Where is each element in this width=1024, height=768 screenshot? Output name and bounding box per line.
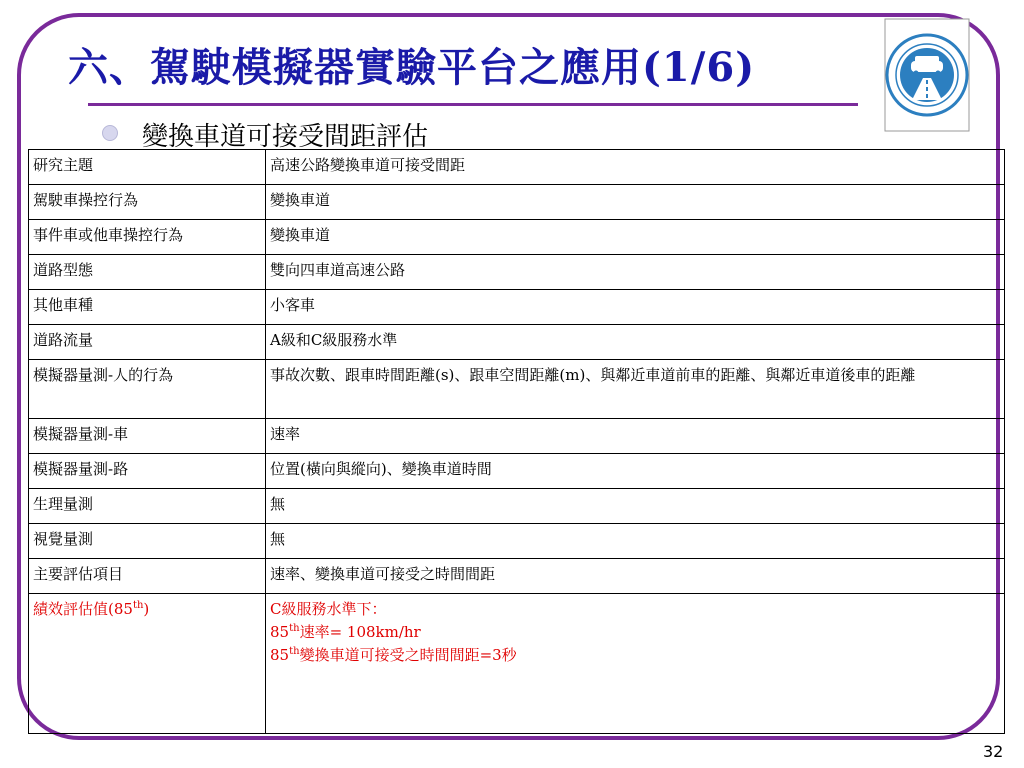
row-label: 事件車或他車操控行為 — [29, 220, 266, 255]
performance-label-sup: th — [132, 600, 144, 611]
row-value: 速率、變換車道可接受之時間間距 — [266, 559, 1005, 594]
row-label: 道路型態 — [29, 255, 266, 290]
table-row — [29, 454, 1005, 489]
table-row — [29, 360, 1005, 419]
row-value: 變換車道 — [266, 220, 1005, 255]
experiment-table — [28, 149, 1005, 734]
page-number: 32 — [983, 742, 1004, 761]
performance-value — [266, 594, 1005, 734]
performance-line-2 — [270, 621, 1000, 644]
performance-line-2-rest: 速率= 108km/hr — [299, 623, 421, 641]
table-row — [29, 325, 1005, 360]
table-row — [29, 185, 1005, 220]
row-value: A級和C級服務水準 — [266, 325, 1005, 360]
row-label: 模擬器量測-人的行為 — [29, 360, 266, 419]
performance-line-2-sup: th — [289, 623, 300, 634]
row-value: 無 — [266, 524, 1005, 559]
table-row — [29, 419, 1005, 454]
row-label: 模擬器量測-車 — [29, 419, 266, 454]
row-label: 模擬器量測-路 — [29, 454, 266, 489]
row-value: 高速公路變換車道可接受間距 — [266, 150, 1005, 185]
bullet-dot — [102, 125, 118, 141]
performance-label-suffix: ) — [143, 600, 150, 618]
slide-title: 六、駕駛模擬器實驗平台之應用(1/6) — [68, 44, 756, 91]
row-value: 雙向四車道高速公路 — [266, 255, 1005, 290]
row-label: 道路流量 — [29, 325, 266, 360]
performance-line-2-prefix: 85 — [270, 623, 290, 641]
table-row — [29, 150, 1005, 185]
row-label: 視覺量測 — [29, 524, 266, 559]
row-label: 主要評估項目 — [29, 559, 266, 594]
row-value: 無 — [266, 489, 1005, 524]
performance-line-3 — [270, 644, 1000, 667]
row-label: 生理量測 — [29, 489, 266, 524]
performance-line-3-sup: th — [289, 646, 300, 657]
row-value: 速率 — [266, 419, 1005, 454]
performance-row — [29, 594, 1005, 734]
traffic-center-logo-icon — [884, 18, 970, 132]
performance-label-prefix: 績效評估值(85 — [33, 600, 133, 618]
row-value: 小客車 — [266, 290, 1005, 325]
row-label: 其他車種 — [29, 290, 266, 325]
row-label: 研究主題 — [29, 150, 266, 185]
performance-label — [29, 594, 266, 734]
performance-line-3-rest: 變換車道可接受之時間間距=3秒 — [299, 646, 517, 664]
row-value: 事故次數、跟車時間距離(s)、跟車空間距離(m)、與鄰近車道前車的距離、與鄰近車道後車的距離 — [266, 360, 1005, 419]
performance-line-1: C級服務水準下： — [270, 600, 387, 618]
title-underline — [88, 103, 858, 106]
row-label: 駕駛車操控行為 — [29, 185, 266, 220]
table-row — [29, 489, 1005, 524]
bullet-text: 變換車道可接受間距評估 — [142, 122, 429, 152]
row-value: 變換車道 — [266, 185, 1005, 220]
table-row — [29, 559, 1005, 594]
table-row — [29, 220, 1005, 255]
table-row — [29, 255, 1005, 290]
row-value: 位置(橫向與縱向)、變換車道時間 — [266, 454, 1005, 489]
table-row — [29, 290, 1005, 325]
performance-line-3-prefix: 85 — [270, 646, 290, 664]
table-row — [29, 524, 1005, 559]
